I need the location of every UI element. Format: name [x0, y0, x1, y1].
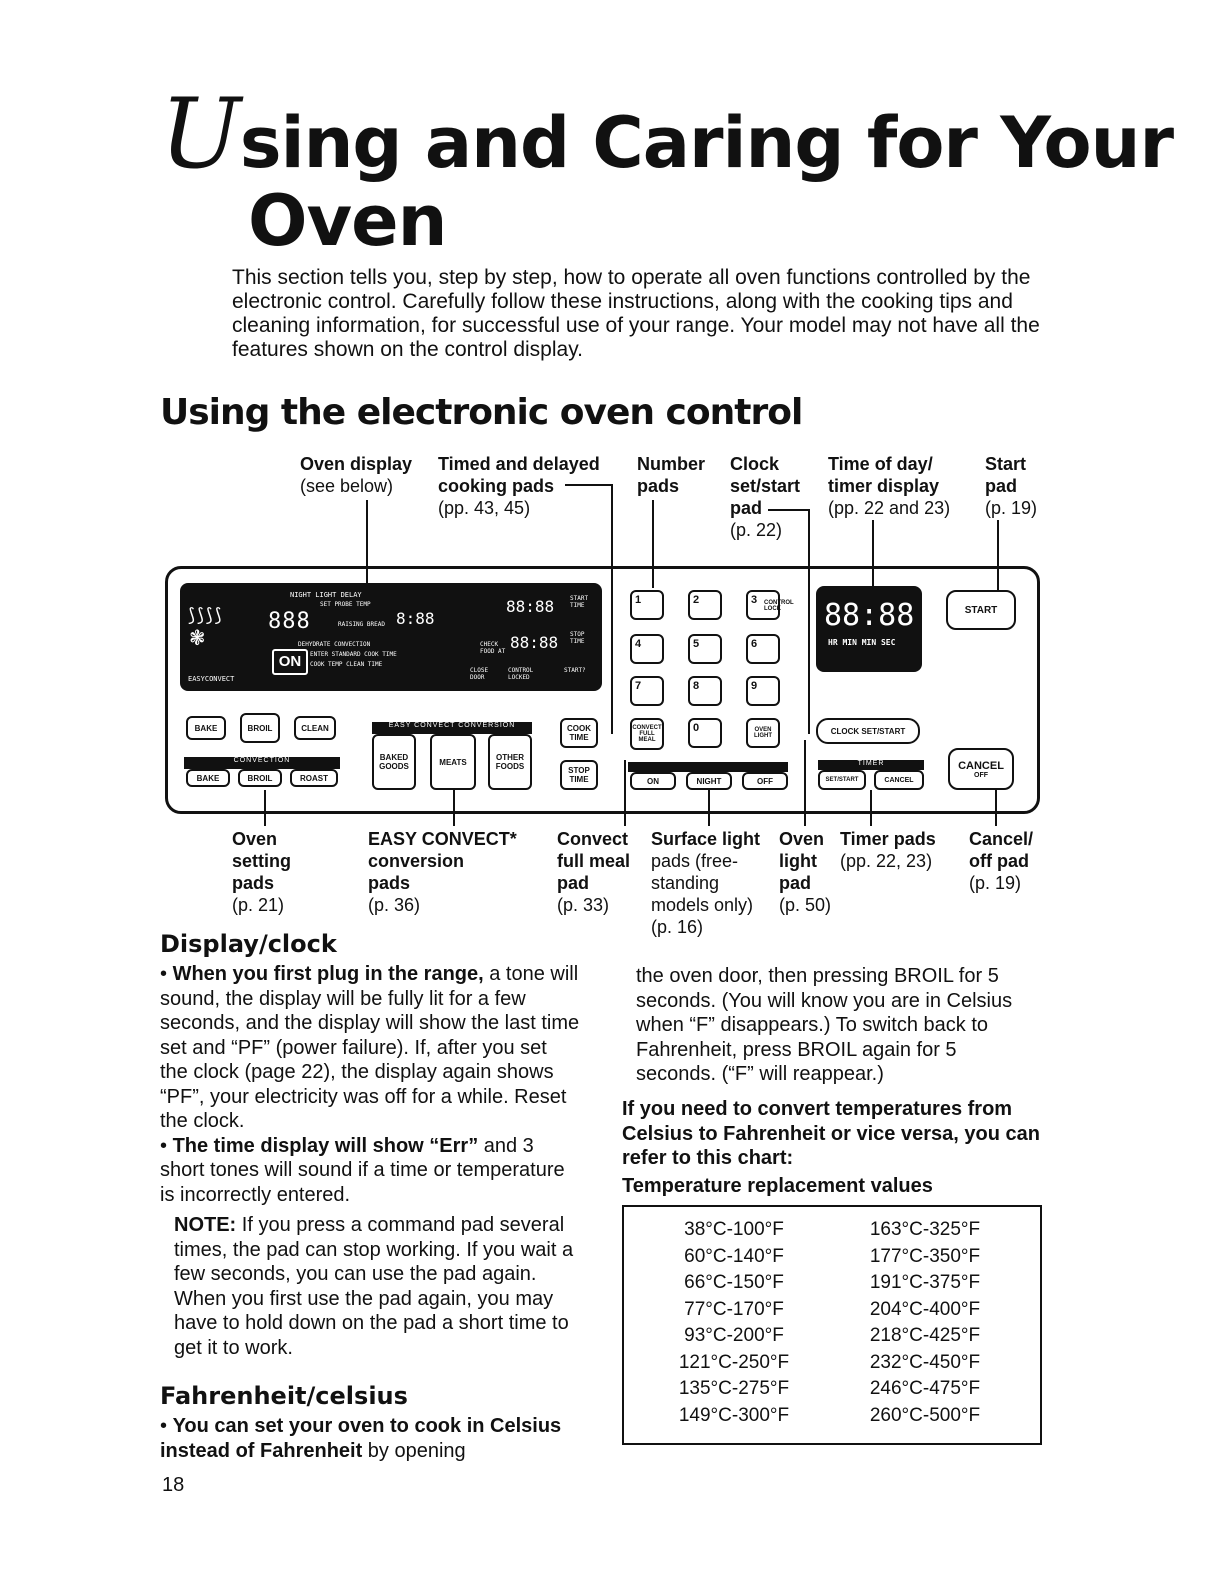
clock-digits: 88:88	[824, 598, 915, 633]
callout-surface-light	[651, 828, 760, 938]
bullet-text: a tone will sound, the display will be fully lit for a few seconds, and the display will show the last time set and “PF” (power failure). If, after you set the clock (page 22), the display again shows “PF”, your electricity was off for a while. Reset the clock.	[160, 963, 580, 1132]
on-indicator: ON	[272, 649, 308, 675]
baked-goods-pad[interactable]: BAKED GOODS	[372, 734, 416, 790]
number-key-3[interactable]: 3	[746, 590, 780, 620]
number-key-7[interactable]: 7	[630, 676, 664, 706]
lcd-close-door: CLOSE DOOR	[470, 667, 489, 681]
leader-line	[453, 790, 455, 826]
callout-label: Clock	[730, 454, 780, 474]
bake-pad[interactable]: BAKE	[186, 716, 226, 740]
lcd-delay-digits: 8:88	[396, 609, 435, 628]
callout-label: Timer pads	[840, 829, 936, 849]
lcd-control-locked: CONTROL LOCKED	[508, 667, 534, 681]
stop-time-pad[interactable]: STOP TIME	[560, 760, 598, 790]
timer-set-start-pad[interactable]: SET/START	[818, 770, 866, 790]
table-cell: 77°C-170°F	[684, 1298, 784, 1320]
convect-full-meal-pad[interactable]: CONVECT FULL MEAL	[630, 718, 664, 750]
lcd-row3: RAISING BREAD	[338, 621, 385, 628]
callout-oven-setting	[232, 828, 291, 916]
timer-bar: TIMER	[818, 760, 924, 770]
lcd-start-prompt: START?	[564, 667, 586, 674]
callout-label: pad	[779, 873, 812, 893]
fan-icon: ⟆⟆⟆⟆	[186, 605, 222, 626]
lcd-check-food: CHECK FOOD AT	[480, 641, 506, 655]
callout-label: Cancel/	[969, 829, 1034, 849]
table-cell: 246°C-475°F	[869, 1378, 981, 1399]
display-clock-heading: Display/clock	[160, 930, 337, 958]
callout-label: Number	[637, 454, 706, 474]
control-lock-label: CONTROL LOCK	[764, 600, 794, 612]
fahrenheit-heading: Fahrenheit/celsius	[160, 1382, 408, 1410]
callout-text: standing	[651, 873, 720, 893]
bullet-first-plug: • When you first plug in the range, a tone will sound, the display will be fully lit for a few seconds, and the display will show the last time set and “PF” (power failure). If, after you set the clock (page 22), the display again shows “PF”, your electricity was off for a while. Reset the clock.	[160, 963, 580, 1132]
section-title: Using the electronic oven control	[160, 392, 803, 433]
lcd-stop-time: STOP TIME	[570, 631, 585, 645]
bullet-text: and 3 short tones will sound if a time or temperature is incorrectly entered.	[160, 1134, 565, 1206]
lcd-row6: COOK TEMP CLEAN TIME	[310, 661, 383, 668]
table-cell: 163°C-325°F	[869, 1219, 981, 1240]
callout-ref: (pp. 22 and 23)	[828, 498, 951, 518]
callout-ref: (p. 36)	[368, 895, 421, 915]
callout-text: pads (free-	[651, 851, 739, 871]
callout-ref: (p. 16)	[651, 917, 704, 937]
clock-labels: HR MIN MIN SEC	[828, 638, 896, 647]
number-key-1[interactable]: 1	[630, 590, 664, 620]
start-pad[interactable]: START	[946, 590, 1016, 630]
lcd-start-digits: 88:88	[506, 597, 555, 616]
callout-label: pad	[730, 498, 763, 518]
broil-pad[interactable]: BROIL	[240, 713, 280, 743]
note-text: If you press a command pad several times, the pad can stop working. If you wait a few seconds, you can use the pad again. When you first use the pad again, you may have to hold down on the pad a short time to get it to work.	[174, 1214, 574, 1359]
callout-cancel-off	[969, 828, 1033, 894]
callout-label: Oven display	[300, 454, 413, 474]
note-label: NOTE:	[174, 1214, 237, 1236]
callout-ref: (pp. 43, 45)	[438, 498, 531, 518]
cook-time-pad[interactable]: COOK TIME	[560, 718, 598, 748]
off-label: OFF	[974, 771, 988, 779]
callout-label: Start	[985, 454, 1027, 474]
callout-ref: (p. 50)	[779, 895, 832, 915]
callout-convect-full-meal	[557, 828, 630, 916]
leader-line	[624, 760, 626, 826]
callout-clock	[730, 453, 800, 541]
cancel-off-pad[interactable]	[948, 748, 1014, 790]
callout-label: Oven	[779, 829, 825, 849]
fahrenheit-body	[160, 1414, 585, 1463]
table-cell: 191°C-375°F	[869, 1272, 981, 1293]
table-title: Temperature replacement values	[622, 1175, 933, 1197]
page-title	[160, 78, 1174, 262]
callout-label: full meal	[557, 851, 631, 871]
callout-ref: (pp. 22, 23)	[840, 851, 933, 871]
callout-label: setting	[232, 851, 292, 871]
callout-oven-display	[300, 453, 412, 497]
callout-timer-pads	[840, 828, 936, 872]
callout-timed-delayed	[438, 453, 600, 519]
callout-ref: (p. 19)	[969, 873, 1022, 893]
callout-oven-light	[779, 828, 831, 916]
surface-on-pad[interactable]: ON	[630, 772, 676, 790]
callout-text: models only)	[651, 895, 754, 915]
lcd-row1: NIGHT LIGHT DELAY	[290, 591, 362, 599]
easy-convect-bar: EASY CONVECT CONVERSION	[372, 722, 532, 734]
bullet-err: • The time display will show “Err” and 3 short tones will sound if a time or temperature is incorrectly entered.	[160, 1134, 565, 1206]
clock-set-start-pad[interactable]: CLOCK SET/START	[816, 718, 920, 744]
callout-label: light	[779, 851, 817, 871]
table-column-left	[664, 1217, 804, 1429]
fahrenheit-continued: the oven door, then pressing BROIL for 5 seconds. (You will know you are in Celsius when “F” disappears.) To switch back to Fahrenheit, press BROIL again for 5 seconds. (“F” will reappear.)	[636, 965, 1013, 1085]
callout-ref: (p. 33)	[557, 895, 610, 915]
table-cell: 66°C-150°F	[684, 1272, 784, 1293]
convection-bar: CONVECTION	[184, 757, 340, 769]
convect-fan-icon: ❃	[190, 623, 205, 651]
temperature-table	[622, 1205, 1042, 1445]
lcd-row4: DEHYDRATE CONVECTION	[298, 641, 371, 648]
number-key-0[interactable]: 0	[688, 718, 722, 748]
leader-line	[995, 790, 997, 826]
callout-label: Timed and delayed	[438, 454, 600, 474]
bullet-celsius: • You can set your oven to cook in Celsius instead of Fahrenheit by opening	[160, 1415, 562, 1462]
surface-off-pad[interactable]: OFF	[742, 772, 788, 790]
table-cell: 204°C-400°F	[869, 1298, 981, 1320]
cancel-label: CANCEL	[958, 759, 1004, 772]
number-key-4[interactable]: 4	[630, 634, 664, 664]
oven-light-pad[interactable]: OVEN LIGHT	[746, 718, 780, 748]
title-line-1: sing and Caring for Your	[239, 102, 1174, 184]
callout-label: EASY CONVECT*	[368, 829, 517, 849]
callout-label: Surface light	[651, 829, 761, 849]
callout-easy-convect	[368, 828, 517, 916]
leader-line	[708, 790, 710, 826]
leader-line	[870, 790, 872, 826]
callout-label: Convect	[557, 829, 629, 849]
lcd-easyconvect: EASYCONVECT	[188, 675, 235, 683]
callout-ref: (p. 21)	[232, 895, 285, 915]
surface-night-pad[interactable]: NIGHT	[686, 772, 732, 790]
table-cell: 121°C-250°F	[678, 1351, 790, 1373]
lcd-temp-digits: 888	[268, 609, 311, 634]
bullet-text: by opening	[362, 1439, 466, 1462]
callout-time-display	[828, 453, 950, 519]
convect-broil-pad[interactable]: BROIL	[238, 769, 282, 787]
number-key-6[interactable]: 6	[746, 634, 780, 664]
callout-label: Oven	[232, 829, 278, 849]
convect-roast-pad[interactable]: ROAST	[290, 769, 338, 787]
callout-start-pad	[985, 453, 1037, 519]
lcd-stop-digits: 88:88	[510, 633, 559, 652]
callout-number-pads	[637, 453, 705, 497]
callout-ref: (p. 19)	[985, 498, 1038, 518]
bullet-bold: You can set your oven to cook in Celsius instead of Fahrenheit	[160, 1415, 562, 1462]
convert-instructions: If you need to convert temperatures from Celsius to Fahrenheit or vice versa, you can refer to this chart:	[622, 1098, 1040, 1169]
callout-label: pads	[368, 873, 411, 893]
timer-cancel-pad[interactable]	[874, 770, 924, 790]
number-key-8[interactable]: 8	[688, 676, 722, 706]
display-clock-body	[160, 962, 580, 1360]
bullet-bold: The time display will show “Err”	[172, 1134, 479, 1157]
callout-label: Time of day/	[828, 454, 933, 474]
callout-ref: (p. 22)	[730, 520, 783, 540]
timer-cancel-label: CANCEL	[884, 776, 914, 784]
lcd-row2: SET PROBE TEMP	[320, 601, 371, 608]
clean-pad[interactable]: CLEAN	[294, 716, 336, 740]
table-cell: 93°C-200°F	[684, 1325, 784, 1346]
bullet-bold: When you first plug in the range,	[172, 963, 484, 985]
number-key-5[interactable]: 5	[688, 634, 722, 664]
leader-line	[768, 509, 810, 511]
surface-light-bar	[628, 762, 788, 772]
callout-ref: (see below)	[300, 476, 394, 496]
callout-label: set/start	[730, 476, 801, 496]
table-cell: 232°C-450°F	[869, 1351, 981, 1373]
drop-cap: U	[160, 78, 240, 190]
table-column-right	[850, 1217, 1000, 1429]
table-cell: 60°C-140°F	[684, 1245, 784, 1267]
table-cell: 135°C-275°F	[678, 1378, 790, 1399]
callout-label: off pad	[969, 851, 1029, 871]
lcd-row5: ENTER STANDARD COOK TIME	[310, 651, 397, 658]
intro-paragraph: This section tells you, step by step, how to operate all oven functions controlled by the electronic control. Carefully follow these instructions, along with the cooking tips and cleaning information, for successful use of your range. Your model may not have all the features shown on the control display.	[232, 266, 1040, 361]
other-foods-pad[interactable]: OTHER FOODS	[488, 734, 532, 790]
leader-line	[804, 740, 806, 826]
table-cell: 149°C-300°F	[678, 1404, 790, 1426]
table-cell: 218°C-425°F	[869, 1325, 981, 1346]
callout-label: cooking pads	[438, 476, 555, 496]
leader-line	[264, 790, 266, 826]
callout-label: pads	[232, 873, 275, 893]
number-key-9[interactable]: 9	[746, 676, 780, 706]
note-paragraph	[160, 1213, 580, 1360]
leader-line	[565, 484, 613, 486]
oven-display	[180, 583, 602, 691]
callout-label: conversion	[368, 851, 465, 871]
callout-label: timer display	[828, 476, 940, 496]
number-key-2[interactable]: 2	[688, 590, 722, 620]
meats-pad[interactable]: MEATS	[430, 734, 476, 790]
convect-bake-pad[interactable]: BAKE	[186, 769, 230, 787]
callout-label: pad	[557, 873, 590, 893]
page-number: 18	[162, 1474, 185, 1496]
callout-label: pad	[985, 476, 1018, 496]
table-cell: 177°C-350°F	[869, 1245, 981, 1267]
table-cell: 38°C-100°F	[684, 1219, 784, 1240]
callout-label: pads	[637, 476, 680, 496]
table-cell: 260°C-500°F	[869, 1404, 981, 1426]
clock-display	[816, 586, 922, 672]
title-line-2: Oven	[248, 180, 447, 262]
lcd-start-time: START TIME	[570, 595, 589, 609]
